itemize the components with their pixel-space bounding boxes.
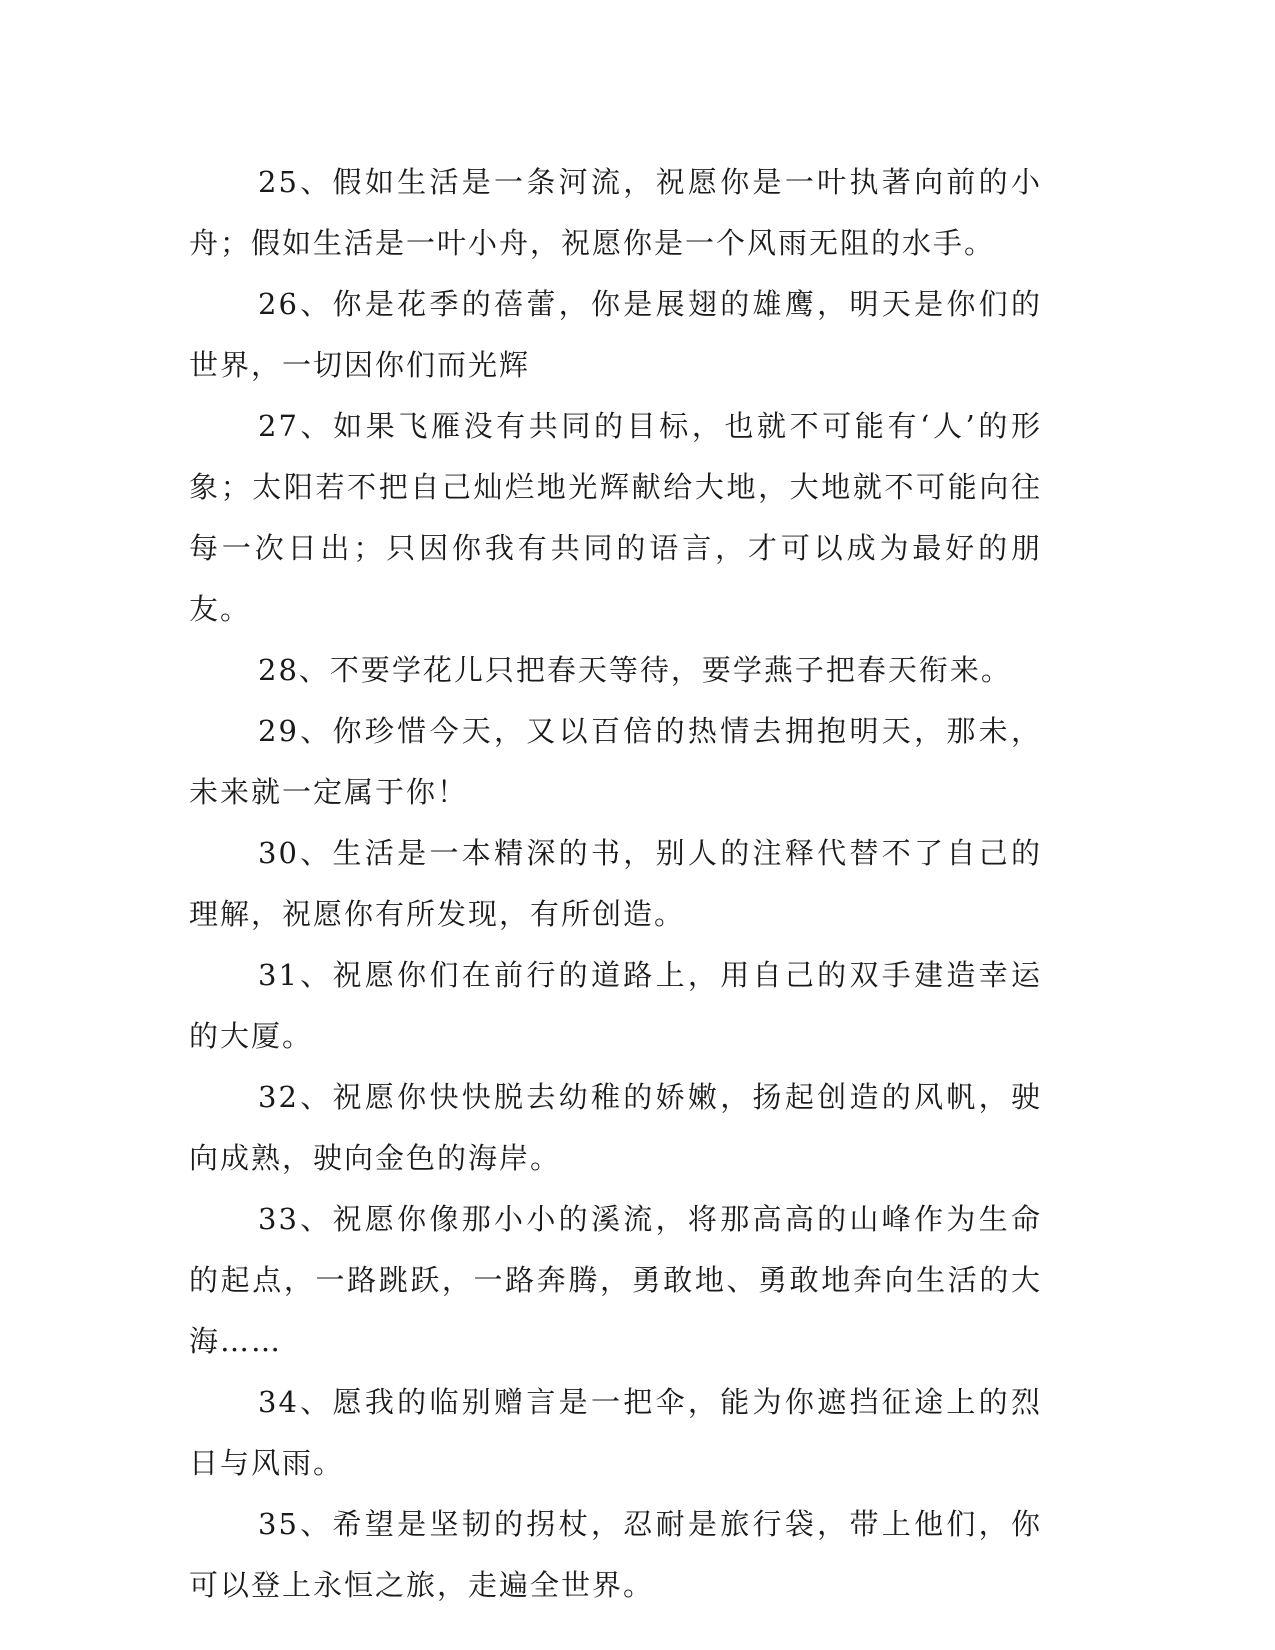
paragraph-35: 35、希望是坚韧的拐杖，忍耐是旅行袋，带上他们，你可以登上永恒之旅，走遍全世界。: [189, 1507, 1042, 1602]
paragraph-25: 25、假如生活是一条河流，祝愿你是一叶执著向前的小舟；假如生活是一叶小舟，祝愿你是一个风雨无阻的水手。: [189, 165, 1042, 260]
paragraph-34: 34、愿我的临别赠言是一把伞，能为你遮挡征途上的烈日与风雨。: [189, 1385, 1042, 1480]
paragraph-31: 31、祝愿你们在前行的道路上，用自己的双手建造幸运的大厦。: [189, 958, 1042, 1053]
paragraph-30: 30、生活是一本精深的书，别人的注释代替不了自己的理解，祝愿你有所发现，有所创造。: [189, 836, 1042, 931]
paragraph-28: 28、不要学花儿只把春天等待，要学燕子把春天衔来。: [258, 653, 1012, 687]
paragraph-26: 26、你是花季的蓓蕾，你是展翅的雄鹰，明天是你们的世界，一切因你们而光辉: [189, 287, 1042, 382]
paragraph-32: 32、祝愿你快快脱去幼稚的娇嫩，扬起创造的风帆，驶向成熟，驶向金色的海岸。: [189, 1080, 1042, 1175]
paragraph-29: 29、你珍惜今天，又以百倍的热情去拥抱明天，那未，未来就一定属于你！: [189, 714, 1042, 809]
paragraph-33: 33、祝愿你像那小小的溪流，将那高高的山峰作为生命的起点，一路跳跃，一路奔腾，勇敢地、勇敢地奔向生活的大海……: [189, 1202, 1042, 1358]
paragraph-27: 27、如果飞雁没有共同的目标，也就不可能有‘人’的形象；太阳若不把自己灿烂地光辉献给大地，大地就不可能向往每一次日出；只因你我有共同的语言，才可以成为最好的朋友。: [189, 409, 1042, 626]
